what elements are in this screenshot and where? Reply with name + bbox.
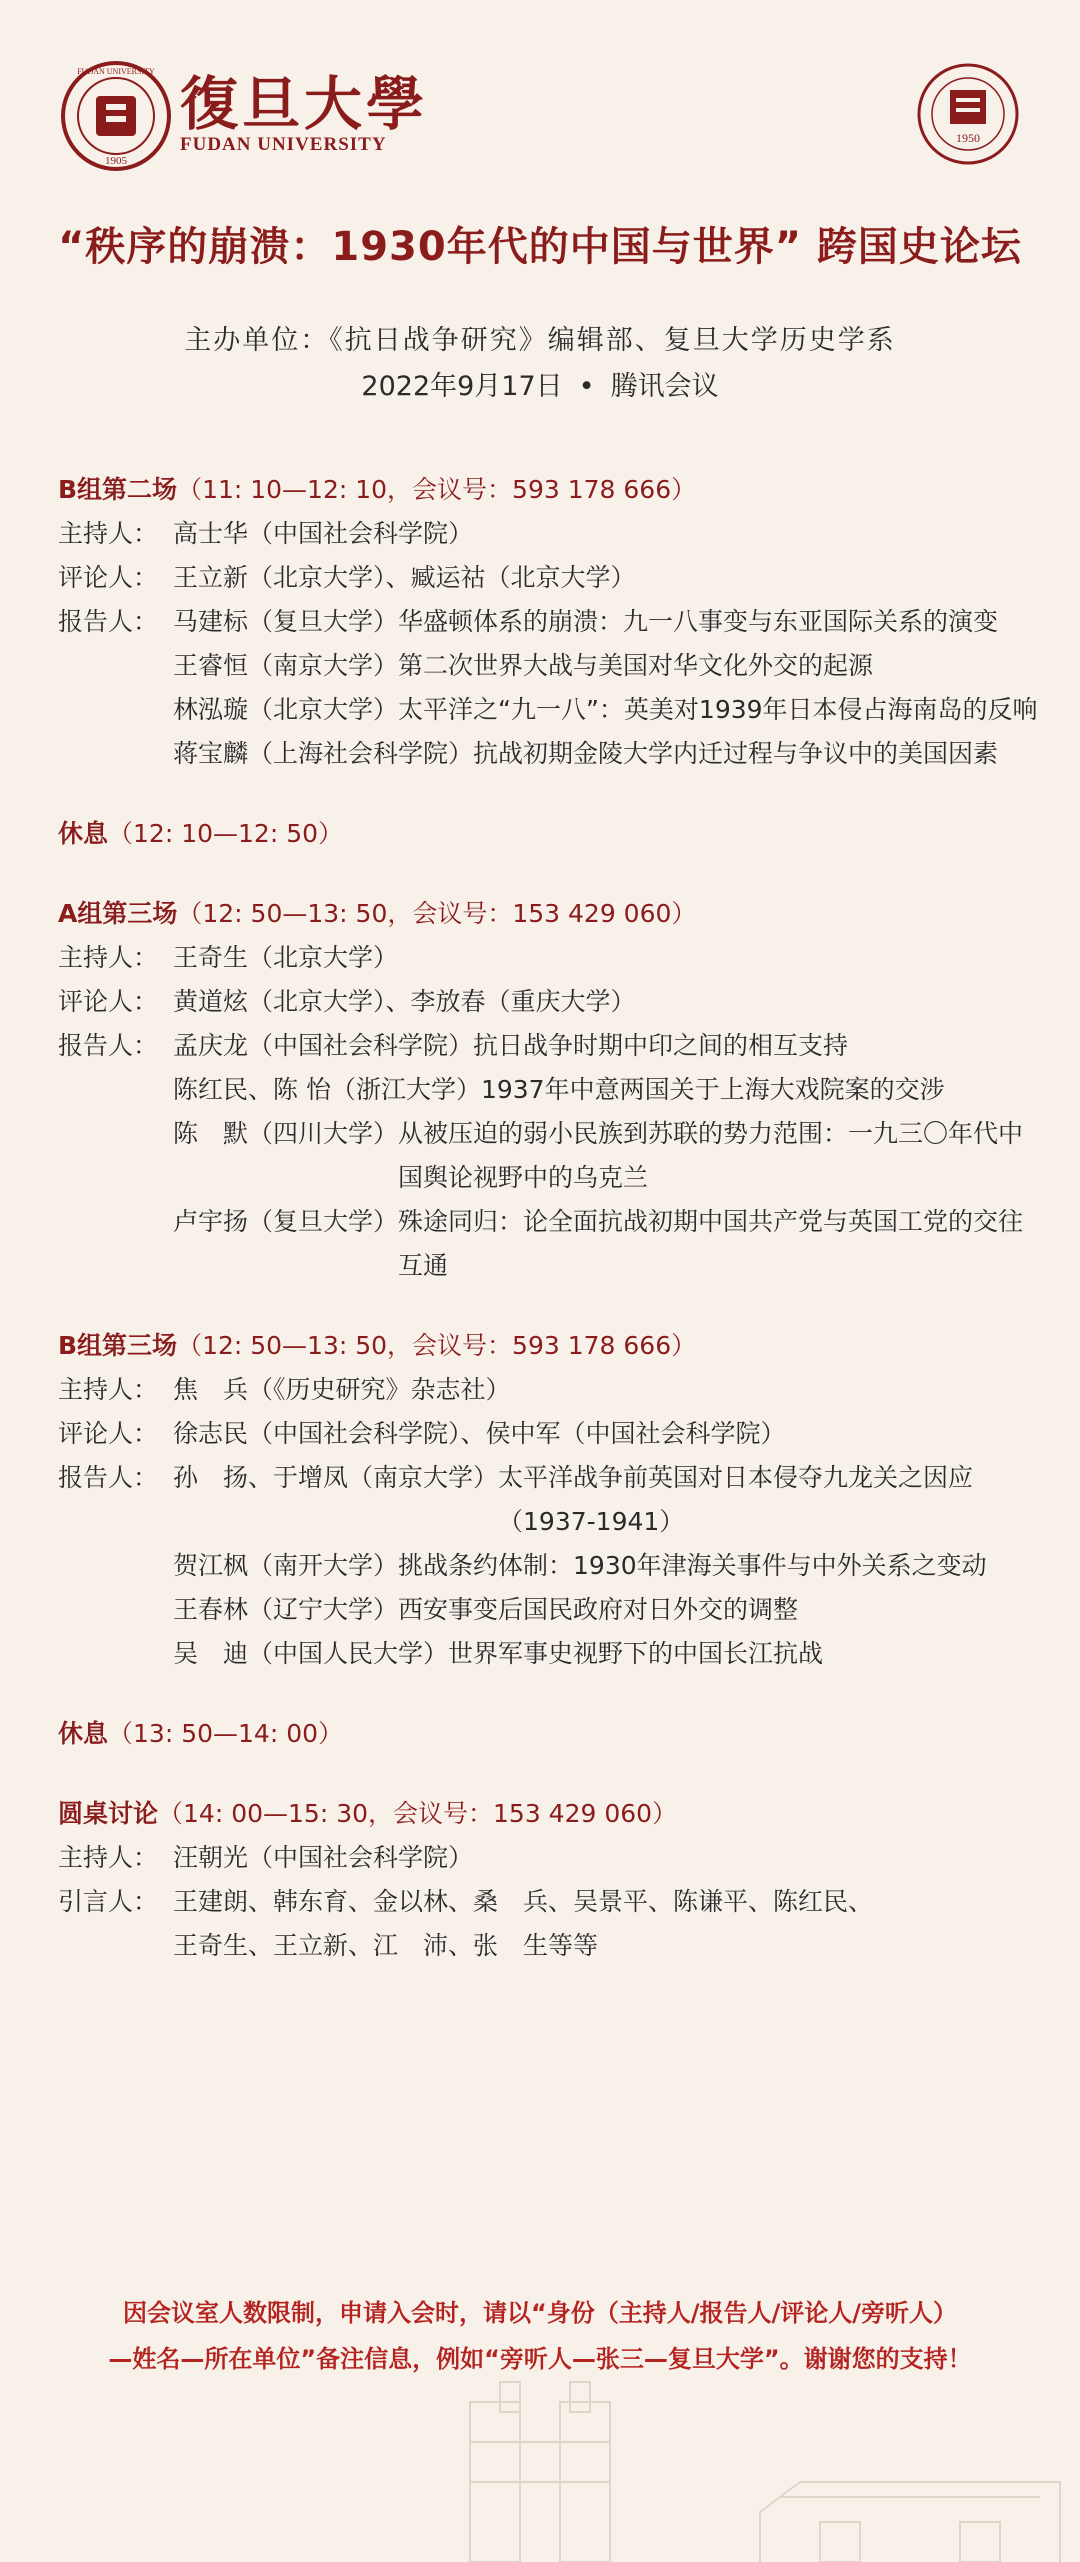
session-heading (58, 468, 1038, 512)
session-title: B组第二场 (58, 475, 178, 504)
role-label: 报告人： (58, 1031, 159, 1060)
brand (180, 70, 429, 156)
session-a3 (58, 892, 1038, 1288)
session-title: B组第三场 (58, 1331, 178, 1360)
separator-dot: • (578, 371, 595, 402)
notice-line: —姓名—所在单位”备注信息，例如“旁听人—张三—复旦大学”。谢谢您的支持！ (108, 2345, 972, 2373)
speaker: 吴 迪（中国人民大学） (173, 1639, 449, 1668)
talk-title: 从被压迫的弱小民族到苏联的势力范围：一九三〇年代中国舆论视野中的乌克兰 (398, 1119, 1024, 1192)
host: 高士华（中国社会科学院） (173, 519, 474, 548)
school-name-en: FUDAN UNIVERSITY (180, 134, 387, 155)
notice-line: 因会议室人数限制，申请入会时，请以“身份（主持人/报告人/评论人/旁听人） (122, 2299, 958, 2327)
session-meta: （14: 00—15: 30，会议号：153 429 060） (158, 1799, 678, 1828)
speaker: 陈 默（四川大学） (173, 1119, 399, 1148)
session-heading (58, 892, 1038, 936)
talk-item (58, 1544, 1038, 1588)
panelists: 王奇生、王立新、江 沛、张 生等等 (173, 1931, 599, 1960)
organizer: 主办单位：《抗日战争研究》编辑部、复旦大学历史学系 (184, 325, 896, 356)
role-label: 引言人： (58, 1887, 159, 1916)
speaker: 马建标（复旦大学） (173, 607, 399, 636)
role-label: 评论人： (58, 1419, 159, 1448)
university-seal-icon (60, 60, 172, 172)
commentators: 徐志民（中国社会科学院）、侯中军（中国社会科学院） (173, 1419, 786, 1448)
commentator-row (58, 1412, 1038, 1456)
break-time: （13: 50—14: 00） (108, 1719, 344, 1748)
talk-item (58, 644, 1038, 688)
talk-item (58, 600, 1038, 644)
speaker: 孟庆龙（中国社会科学院） (173, 1031, 474, 1060)
speaker: 卢宇扬（复旦大学） (173, 1207, 399, 1236)
speaker: 蒋宝麟（上海社会科学院） (173, 739, 474, 768)
speaker: 陈红民、陈 怡（浙江大学） (173, 1075, 481, 1104)
speaker: 王睿恒（南京大学） (173, 651, 399, 680)
speaker: 贺江枫（南开大学） (173, 1551, 399, 1580)
commentator-row (58, 980, 1038, 1024)
commentators: 王立新（北京大学）、臧运祜（北京大学） (173, 563, 636, 592)
host: 王奇生（北京大学） (173, 943, 399, 972)
talk-item (58, 1456, 1038, 1544)
session-meta: （11: 10—12: 10，会议号：593 178 666） (177, 475, 697, 504)
session-title: A组第三场 (58, 899, 178, 928)
school-name-cn: 復旦大學 (180, 70, 429, 138)
department-seal-icon (916, 62, 1020, 166)
seal-text: FUDAN UNIVERSITY (77, 67, 155, 76)
panelist-row (58, 1924, 1038, 1968)
role-label: 评论人： (58, 987, 159, 1016)
role-label: 报告人： (58, 607, 159, 636)
talk-item (58, 1068, 1038, 1112)
commentators: 黄道炫（北京大学）、李放春（重庆大学） (173, 987, 636, 1016)
panelist-row (58, 1880, 1038, 1924)
date: 2022年9月17日 (361, 371, 563, 402)
break-time: （12: 10—12: 50） (108, 819, 344, 848)
talk-item (58, 1632, 1038, 1676)
talk-title: 太平洋战争前英国对日本侵夺九龙关之因应（1937-1941） (498, 1463, 974, 1536)
talk-item (58, 1112, 1038, 1200)
talk-title: 西安事变后国民政府对日外交的调整 (398, 1595, 799, 1624)
session-meta: （12: 50—13: 50，会议号：593 178 666） (177, 1331, 697, 1360)
talk-item (58, 688, 1038, 732)
host-row (58, 1368, 1038, 1412)
role-label: 主持人： (58, 943, 159, 972)
talk-title: 抗日战争时期中印之间的相互支持 (473, 1031, 849, 1060)
role-label: 主持人： (58, 1375, 159, 1404)
host: 汪朝光（中国社会科学院） (173, 1843, 474, 1872)
seal-year: 1905 (105, 155, 127, 167)
talk-item (58, 1588, 1038, 1632)
date-venue (0, 364, 1080, 403)
host-row (58, 936, 1038, 980)
break-heading (58, 812, 1038, 856)
commentator-row (58, 556, 1038, 600)
talk-title: 第二次世界大战与美国对华文化外交的起源 (398, 651, 874, 680)
campus-skyline-decoration (0, 2362, 1080, 2562)
talk-item (58, 1200, 1038, 1288)
talk-item (58, 732, 1038, 776)
seal-right-year: 1950 (956, 131, 980, 145)
talk-title: 挑战条约体制：1930年津海关事件与中外关系之变动 (398, 1551, 987, 1580)
venue: 腾讯会议 (610, 371, 719, 402)
speaker: 林泓璇（北京大学） (173, 695, 399, 724)
role-label: 评论人： (58, 563, 159, 592)
role-label: 主持人： (58, 1843, 159, 1872)
speaker: 孙 扬、于增凤（南京大学） (173, 1463, 499, 1492)
session-b2 (58, 468, 1038, 776)
panelists: 王建朗、韩东育、金以林、桑 兵、吴景平、陈谦平、陈红民、 (173, 1887, 874, 1916)
role-label: 主持人： (58, 519, 159, 548)
session-b3 (58, 1324, 1038, 1676)
talk-title: 抗战初期金陵大学内迁过程与争议中的美国因素 (473, 739, 999, 768)
role-label: 报告人： (58, 1463, 159, 1492)
host: 焦 兵（《历史研究》杂志社） (173, 1375, 511, 1404)
talk-title: 世界军事史视野下的中国长江抗战 (448, 1639, 824, 1668)
session-meta: （12: 50—13: 50，会议号：153 429 060） (177, 899, 697, 928)
break-heading (58, 1712, 1038, 1756)
forum-title: “秩序的崩溃：1930年代的中国与世界” 跨国史论坛 (58, 224, 1022, 270)
talk-item (58, 1024, 1038, 1068)
talk-title: 殊途同归：论全面抗战初期中国共产党与英国工党的交往互通 (398, 1207, 1024, 1280)
break-title: 休息 (58, 1719, 109, 1748)
speaker: 王春林（辽宁大学） (173, 1595, 399, 1624)
talk-title: 太平洋之“九一八”：英美对1939年日本侵占海南岛的反响 (398, 695, 1038, 724)
header (60, 60, 1020, 180)
session-title: 圆桌讨论 (58, 1799, 159, 1828)
roundtable (58, 1792, 1038, 1968)
talk-title: 1937年中意两国关于上海大戏院案的交涉 (480, 1075, 945, 1104)
host-row (58, 1836, 1038, 1880)
break-title: 休息 (58, 819, 109, 848)
talk-title: 华盛顿体系的崩溃：九一八事变与东亚国际关系的演变 (398, 607, 999, 636)
session-heading (58, 1792, 1038, 1836)
session-heading (58, 1324, 1038, 1368)
host-row (58, 512, 1038, 556)
program (58, 468, 1038, 1968)
